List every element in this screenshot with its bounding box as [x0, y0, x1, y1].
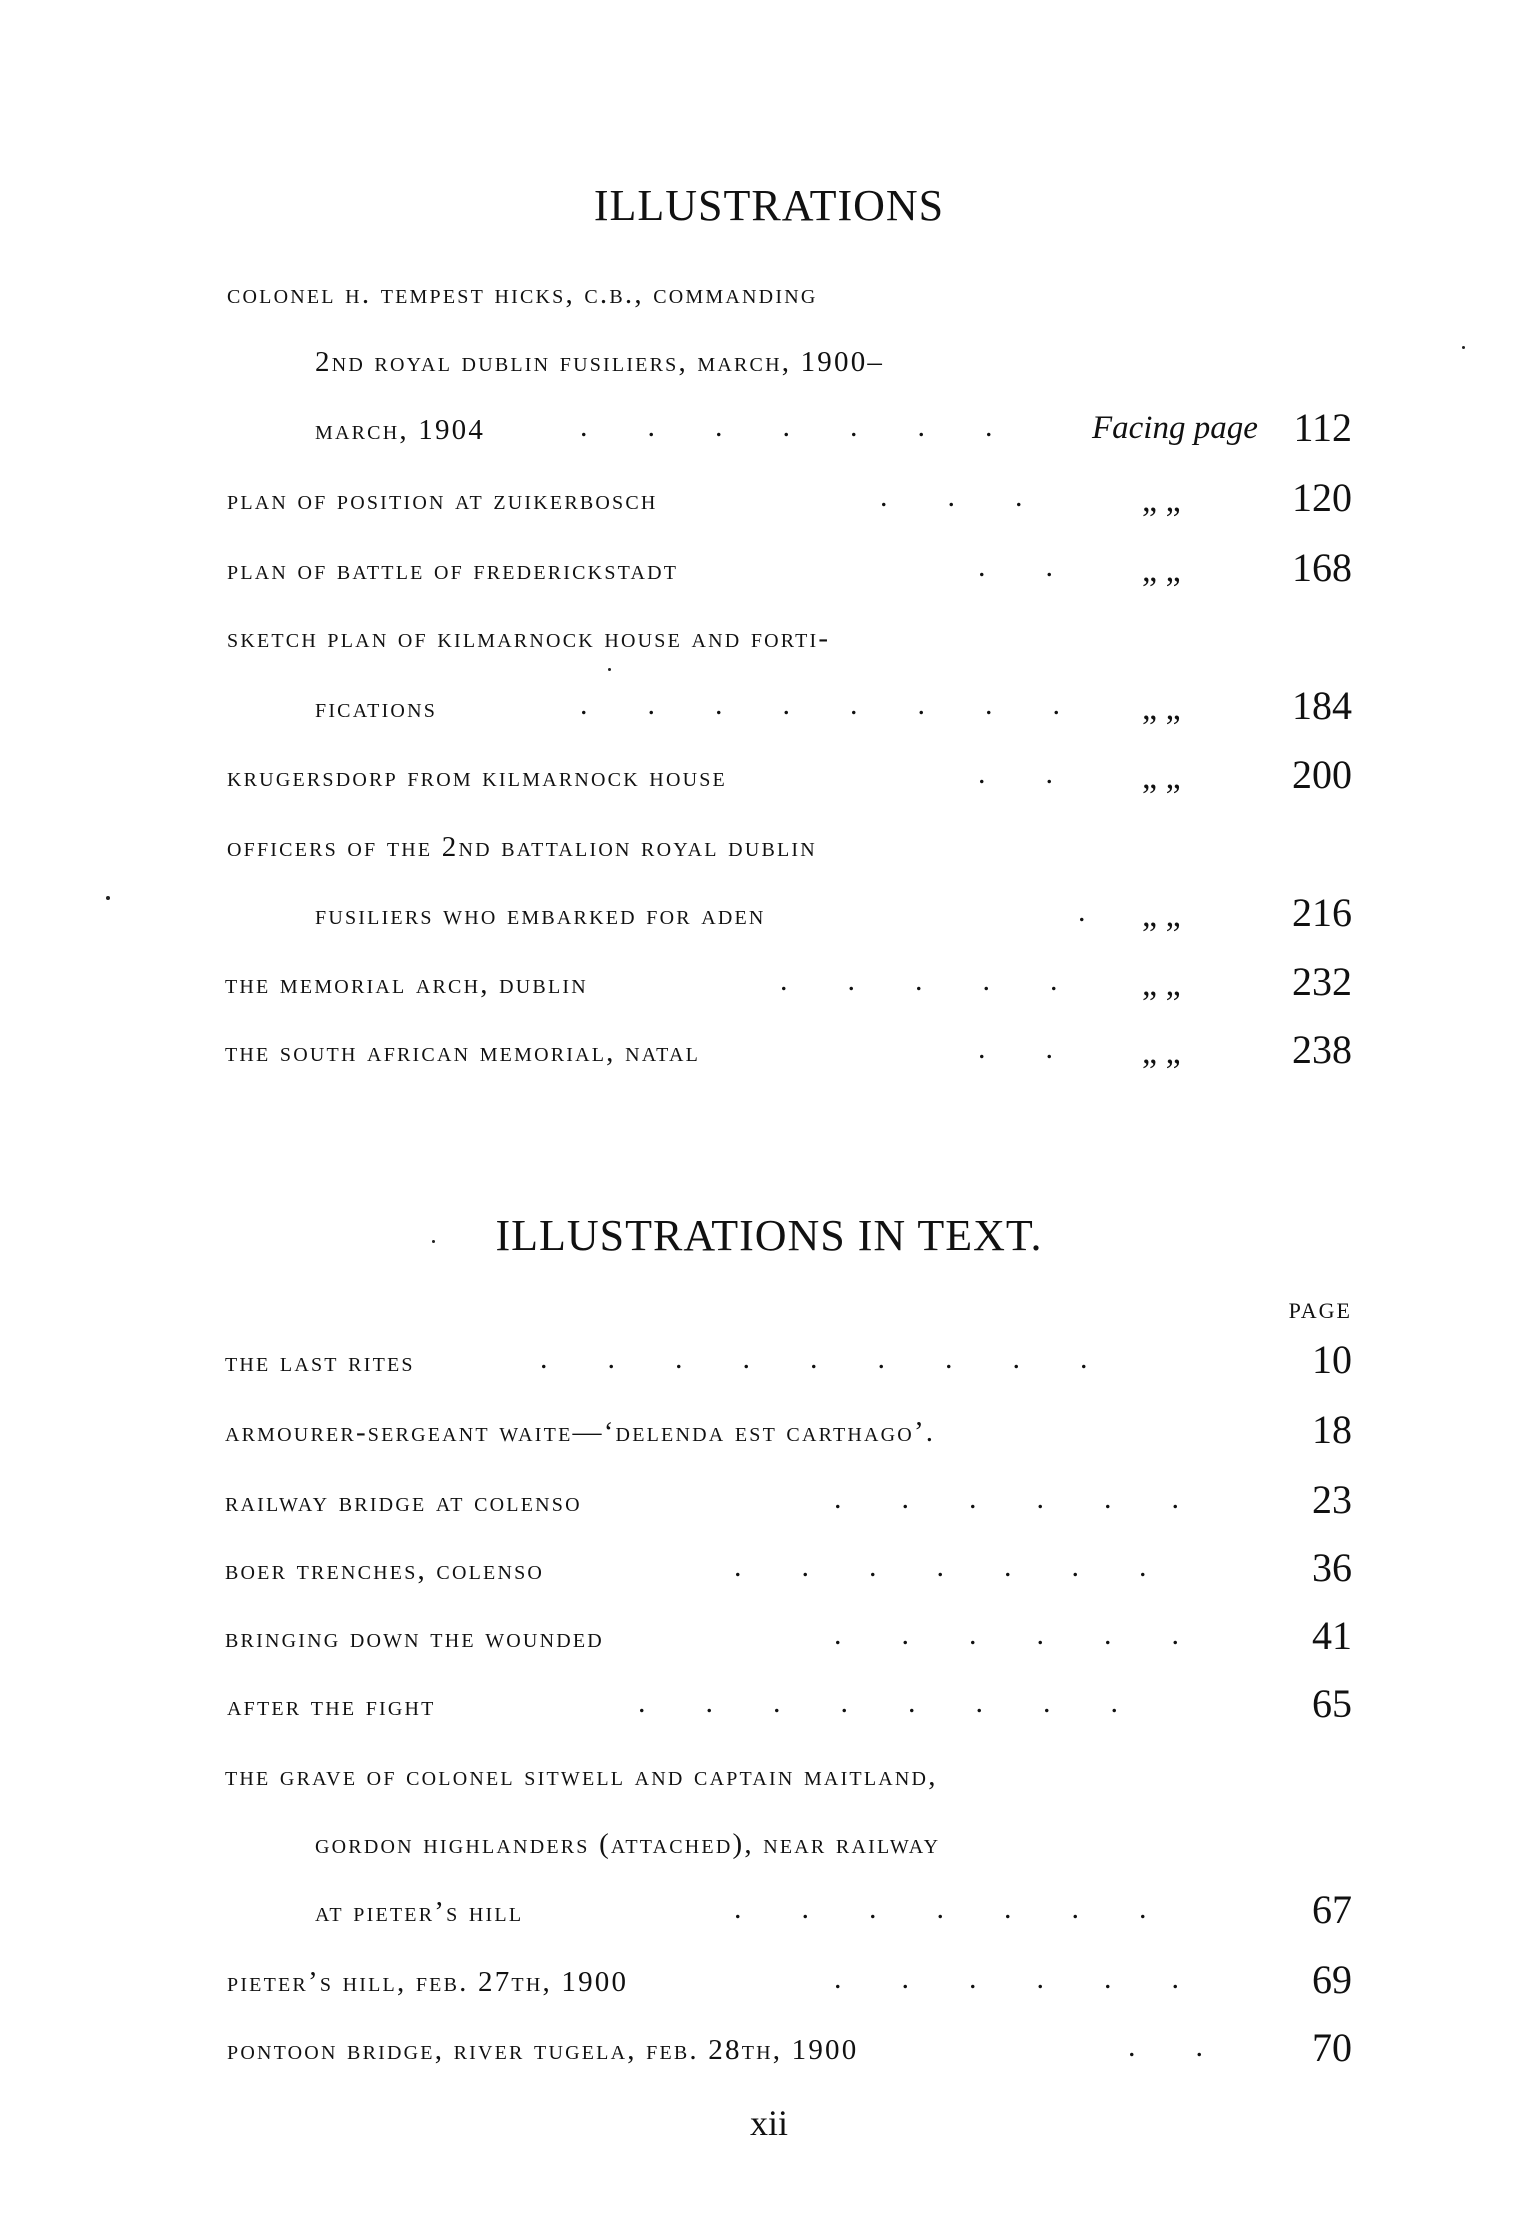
scan-speck	[106, 896, 110, 900]
ditto-marks: „ „	[1142, 552, 1181, 589]
text-illustration-line	[0, 1822, 1538, 1882]
page-number: 238	[1292, 1027, 1352, 1072]
leader-dots: . . . . . . . .	[580, 688, 1060, 721]
entry-title: the south african memorial, natal	[225, 1036, 701, 1068]
leader-dots: . . . . . .	[834, 1618, 1179, 1651]
entry-title-continued: gordon highlanders (attached), near railway	[315, 1828, 941, 1860]
entry-title: sketch plan of kilmarnock house and forti-	[227, 622, 831, 654]
text-illustration-line	[0, 1337, 1538, 1400]
leader-dots: . . .	[880, 480, 1023, 513]
text-illustration-line	[0, 1754, 1538, 1814]
illustration-entry-line	[0, 890, 1538, 953]
page-number: 23	[1312, 1477, 1352, 1522]
ditto-marks: „ „	[1142, 897, 1181, 934]
entry-title: pieter’s hill, feb. 27th, 1900	[227, 1966, 629, 1998]
page-number: 36	[1312, 1545, 1352, 1590]
page-number: 70	[1312, 2025, 1352, 2070]
entry-title: pontoon bridge, river tugela, feb. 28th, 1900	[227, 2034, 859, 2066]
page-number: 41	[1312, 1613, 1352, 1658]
entry-title: plan of battle of frederickstadt	[227, 554, 679, 586]
leader-dots: . .	[978, 1032, 1053, 1065]
page-number: 65	[1312, 1681, 1352, 1726]
page-number: 200	[1292, 752, 1352, 797]
entry-title-continued: at pieter’s hill	[315, 1896, 524, 1928]
entry-title: the last rites	[225, 1346, 415, 1378]
text-illustration-line	[0, 1887, 1538, 1950]
page-column-label: PAGE	[1288, 1298, 1352, 1323]
illustration-entry-line	[0, 1027, 1538, 1090]
illustration-entry-line	[0, 825, 1538, 885]
scan-speck	[432, 1240, 435, 1243]
ditto-marks: „ „	[1142, 690, 1181, 727]
leader-dots: . . . . . .	[834, 1482, 1179, 1515]
entry-title: colonel h. tempest hicks, c.b., commanding	[227, 278, 818, 310]
entry-title: the grave of colonel sitwell and captain maitland,	[225, 1760, 938, 1792]
entry-title: plan of position at zuikerbosch	[227, 484, 658, 516]
page-number: 69	[1312, 1957, 1352, 2002]
illustration-entry-line	[0, 272, 1538, 332]
text-illustration-line	[0, 1477, 1538, 1540]
leader-dots: . .	[1128, 2030, 1203, 2063]
illustration-entry-line	[0, 340, 1538, 400]
text-illustration-line	[0, 1681, 1538, 1744]
entry-title: after the fight	[227, 1690, 436, 1722]
scan-speck	[608, 668, 611, 671]
page-number: 18	[1312, 1407, 1352, 1452]
leader-dots: .	[1078, 895, 1086, 928]
text-illustration-line	[0, 2025, 1538, 2088]
entry-title: boer trenches, colenso	[225, 1554, 545, 1586]
ditto-marks: „ „	[1142, 1034, 1181, 1071]
entry-title-continued: fications	[315, 692, 438, 724]
leader-dots: . . . . . . .	[734, 1550, 1147, 1583]
scan-speck	[1462, 346, 1465, 349]
text-illustration-line	[0, 1613, 1538, 1676]
page-number: 168	[1292, 545, 1352, 590]
text-illustration-line	[0, 1957, 1538, 2020]
page-number: 112	[1293, 405, 1352, 450]
leader-dots: . . . . . . . . .	[540, 1342, 1088, 1375]
ditto-marks: „ „	[1142, 759, 1181, 796]
leader-dots: . . . . .	[780, 964, 1058, 997]
ditto-marks: „ „	[1142, 482, 1181, 519]
illustrations-heading: ILLUSTRATIONS	[593, 181, 945, 230]
text-illustration-line	[0, 1407, 1538, 1470]
entry-title: railway bridge at colenso	[225, 1486, 582, 1518]
page-number: 184	[1292, 683, 1352, 728]
entry-title-continued: 2nd royal dublin fusiliers, march, 1900–	[315, 346, 885, 378]
illustration-entry-line	[0, 545, 1538, 608]
page-number: 232	[1292, 959, 1352, 1004]
illustration-entry-line	[0, 405, 1538, 468]
entry-title: bringing down the wounded	[225, 1622, 604, 1654]
entry-title: krugersdorp from kilmarnock house	[227, 761, 727, 793]
illustration-entry-line	[0, 475, 1538, 538]
entry-title: the memorial arch, dublin	[225, 968, 588, 1000]
entry-title-continued: fusiliers who embarked for aden	[315, 899, 766, 931]
illustration-entry-line	[0, 752, 1538, 815]
illustration-entry-line	[0, 959, 1538, 1022]
illustrations-in-text-heading: ILLUSTRATIONS IN TEXT.	[495, 1211, 1043, 1260]
entry-title-continued: march, 1904	[315, 414, 486, 446]
illustration-entry-line	[0, 683, 1538, 746]
leader-dots: . .	[978, 550, 1053, 583]
page-number: 120	[1292, 475, 1352, 520]
facing-page-label: Facing page	[1092, 410, 1258, 446]
leader-dots: . .	[978, 757, 1053, 790]
page-folio: xii	[749, 2103, 788, 2143]
page-number: 10	[1312, 1337, 1352, 1382]
page-number: 67	[1312, 1887, 1352, 1932]
leader-dots: . . . . . . .	[580, 410, 993, 443]
leader-dots: . . . . . . . .	[638, 1686, 1118, 1719]
entry-title: armourer-sergeant waite—‘delenda est carthago’.	[225, 1416, 936, 1448]
text-illustration-line	[0, 1545, 1538, 1608]
page-number: 216	[1292, 890, 1352, 935]
leader-dots: . . . . . . .	[734, 1892, 1147, 1925]
illustration-entry-line	[0, 616, 1538, 676]
leader-dots: . . . . . .	[834, 1962, 1179, 1995]
entry-title: officers of the 2nd battalion royal dublin	[227, 831, 817, 863]
ditto-marks: „ „	[1142, 966, 1181, 1003]
